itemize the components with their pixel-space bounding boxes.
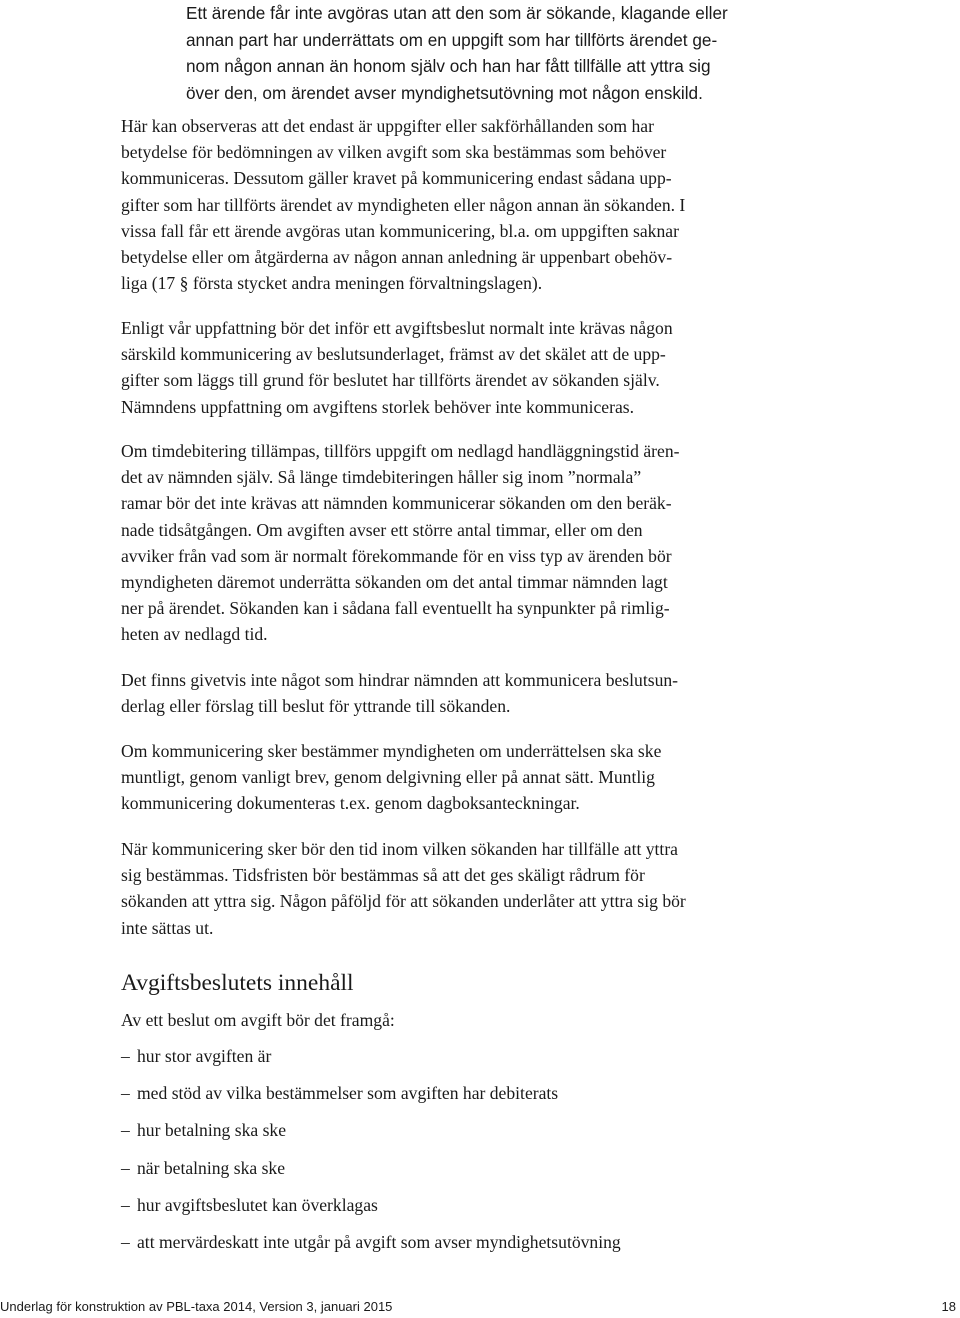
quote-line: annan part har underrättats om en uppgift som har tillförts ärendet ge- bbox=[186, 29, 718, 50]
text-line: vissa fall får ett ärende avgöras utan kommunicering, bl.a. om uppgiften saknar bbox=[121, 220, 679, 241]
quote-line: nom någon annan än honom själv och han har fått tillfälle att yttra sig bbox=[186, 56, 711, 76]
paragraph-no-obstacle bbox=[121, 667, 771, 719]
text-line: Enligt vår uppfattning bör det inför ett avgiftsbeslut normalt inte krävas någon bbox=[121, 318, 673, 338]
text-line: sökanden att yttra sig. Någon påföljd för att sökanden underlåter att yttra sig bör bbox=[121, 891, 686, 912]
text-line: Här kan observeras att det endast är uppgifter eller sakförhållanden som har bbox=[121, 116, 654, 136]
paragraph-hourly-billing bbox=[121, 438, 771, 648]
list-item-text: hur stor avgiften är bbox=[137, 1046, 272, 1066]
page-number: 18 bbox=[941, 1299, 956, 1314]
text-line: heten av nedlagd tid. bbox=[121, 624, 268, 645]
dash-bullet: – bbox=[121, 1231, 130, 1252]
text-line: myndigheten däremot underrätta sökanden om det antal timmar nämnden lagt bbox=[121, 572, 668, 593]
list-item bbox=[121, 1043, 621, 1080]
list-item-text: att mervärdeskatt inte utgår på avgift som avser myndighetsutövning bbox=[137, 1231, 621, 1252]
list-item bbox=[121, 1229, 621, 1266]
text-line: särskild kommunicering av beslutsunderlaget, främst av det skälet att de upp- bbox=[121, 344, 666, 365]
requirements-list bbox=[121, 1043, 621, 1266]
quote-line: Ett ärende får inte avgöras utan att den som är sökande, klagande eller bbox=[186, 3, 728, 23]
text-line: inte sättas ut. bbox=[121, 917, 214, 938]
text-line: Det finns givetvis inte något som hindrar nämnden att kommunicera beslutsun- bbox=[121, 670, 679, 690]
list-item bbox=[121, 1155, 621, 1192]
text-line: avviker från vad som är normalt förekommande för en viss typ av ärenden bör bbox=[121, 545, 672, 566]
text-line: liga (17 § första stycket andra meningen förvaltningslagen). bbox=[121, 273, 543, 294]
text-line: ramar bör det inte krävas att nämnden kommunicerar sökanden om den beräk- bbox=[121, 493, 672, 514]
text-line: ner på ärendet. Sökanden kan i sådana fall eventuellt ha synpunkter på rimlig- bbox=[121, 598, 670, 619]
text-line: det av nämnden själv. Så länge timdebiteringen håller sig inom ”normala” bbox=[121, 467, 642, 488]
text-line: betydelse eller om åtgärderna av någon annan anledning är uppenbart obehöv- bbox=[121, 247, 673, 268]
text-line: sig bestämmas. Tidsfristen bör bestämmas så att det ges skäligt rådrum för bbox=[121, 865, 645, 886]
text-line: Nämndens uppfattning om avgiftens storlek behöver inte kommuniceras. bbox=[121, 396, 635, 417]
list-item bbox=[121, 1080, 621, 1117]
text-line: nade tidsåtgången. Om avgiften avser ett större antal timmar, eller om den bbox=[121, 519, 643, 540]
text-line: kommuniceras. Dessutom gäller kravet på kommunicering endast sådana upp- bbox=[121, 168, 672, 189]
dash-bullet: – bbox=[121, 1194, 130, 1215]
text-line: När kommunicering sker bör den tid inom vilken sökanden har tillfälle att yttra bbox=[121, 839, 678, 859]
list-item bbox=[121, 1117, 621, 1154]
paragraph-opinion bbox=[121, 315, 771, 420]
text-line: betydelse för bedömningen av vilken avgift som ska bestämmas som behöver bbox=[121, 142, 667, 163]
dash-bullet: – bbox=[121, 1157, 130, 1178]
text-line: Om timdebitering tillämpas, tillförs uppgift om nedlagd handläggningstid ären- bbox=[121, 441, 680, 461]
dash-bullet: – bbox=[121, 1083, 130, 1104]
list-item-text: med stöd av vilka bestämmelser som avgiften har debiterats bbox=[137, 1083, 559, 1104]
paragraph-observation bbox=[121, 113, 771, 296]
section-heading: Avgiftsbeslutets innehåll bbox=[121, 970, 354, 996]
list-item-text: hur betalning ska ske bbox=[137, 1120, 287, 1141]
list-item-text: hur avgiftsbeslutet kan överklagas bbox=[137, 1194, 378, 1215]
text-line: gifter som läggs till grund för beslutet har tillförts ärendet av sökanden själv. bbox=[121, 370, 660, 391]
dash-bullet: – bbox=[121, 1046, 130, 1066]
text-line: gifter som har tillförts ärendet av myndigheten eller någon annan än sökanden. I bbox=[121, 194, 686, 215]
law-quote bbox=[186, 0, 766, 106]
text-line: derlag eller förslag till beslut för yttrande till sökanden. bbox=[121, 696, 511, 717]
quote-line: över den, om ärendet avser myndighetsutövning mot någon enskild. bbox=[186, 82, 703, 103]
footer-title: Underlag för konstruktion av PBL-taxa 2014, Version 3, januari 2015 bbox=[0, 1299, 393, 1314]
list-item bbox=[121, 1192, 621, 1229]
section-intro: Av ett beslut om avgift bör det framgå: bbox=[121, 1010, 395, 1030]
text-line: kommunicering dokumenteras t.ex. genom dagboksanteckningar. bbox=[121, 793, 580, 814]
list-item-text: när betalning ska ske bbox=[137, 1157, 286, 1178]
dash-bullet: – bbox=[121, 1120, 130, 1141]
text-line: muntligt, genom vanligt brev, genom delgivning eller på annat sätt. Muntlig bbox=[121, 767, 655, 788]
text-line: Om kommunicering sker bestämmer myndigheten om underrättelsen ska ske bbox=[121, 741, 662, 761]
paragraph-deadline bbox=[121, 836, 771, 941]
paragraph-method bbox=[121, 738, 771, 817]
